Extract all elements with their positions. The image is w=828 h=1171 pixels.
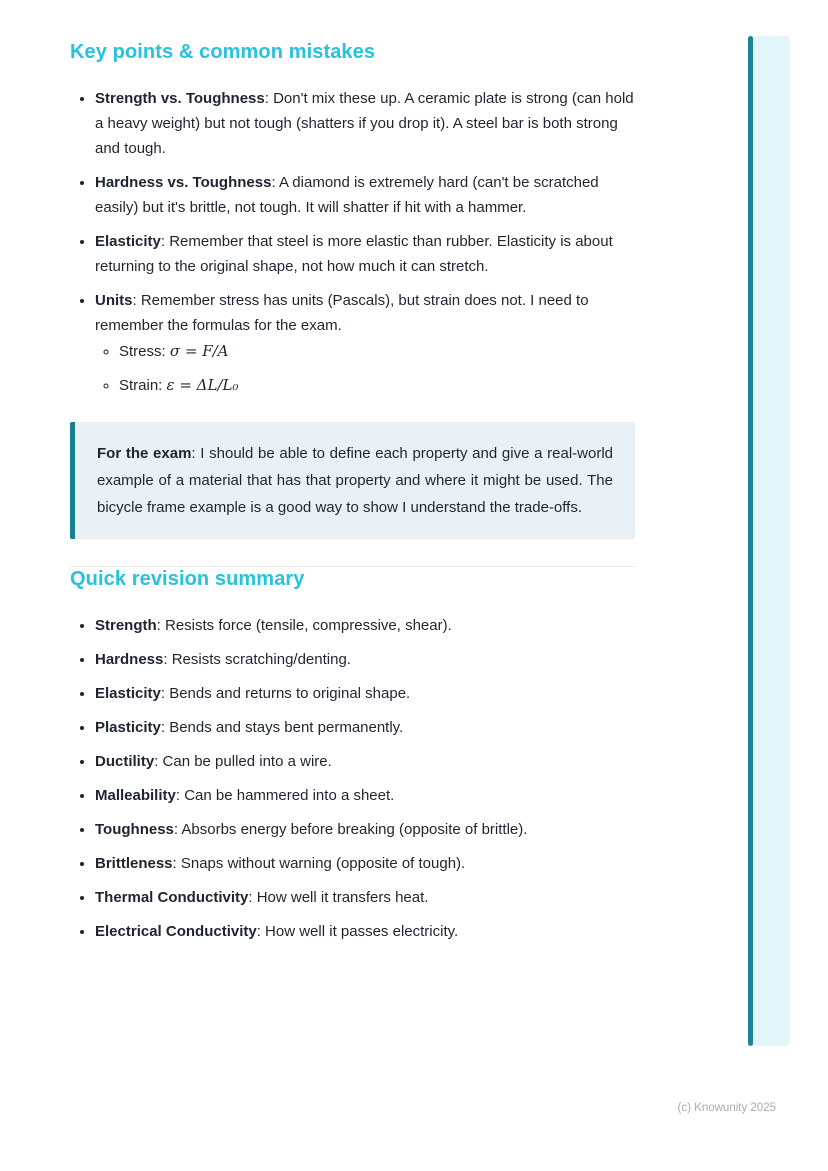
sub-list-item [119,373,635,398]
list-item [95,715,635,740]
term-label: Brittleness [95,855,173,872]
term-label: Electrical Conductivity [95,923,257,940]
term-label: Elasticity [95,233,161,250]
definition-text: : Don't mix these up. A ceramic plate is strong (can hold a heavy weight) but not tough (shatters if you drop it). A steel bar is both strong and tough. [95,90,634,157]
footer-copyright: (c) Knowunity 2025 [677,1102,776,1114]
term-label: Ductility [95,753,155,770]
exam-callout [70,422,635,539]
list-item [95,681,635,706]
list-item [95,647,635,672]
definition-text: : Remember stress has units (Pascals), but strain does not. I need to remember the formulas for the exam. [95,292,589,334]
document-content [70,40,635,953]
page-scrollbar [748,36,790,1046]
list-item [95,229,635,279]
strain-formula: ε = ΔL/L₀ [166,376,239,394]
definition-text: : Can be pulled into a wire. [154,753,332,770]
term-label: Toughness [95,821,174,838]
list-item [95,851,635,876]
list-item [95,783,635,808]
callout-body: : I should be able to define each property and give a real-world example of a material that has that property and where it might be used. The bicycle frame example is a good way to show I understand the trade-offs. [97,445,613,516]
callout-term: For the exam [97,445,192,462]
term-label: Elasticity [95,685,161,702]
term-label: Malleability [95,787,176,804]
definition-text: : Can be hammered into a sheet. [175,787,395,804]
section-summary [70,567,635,944]
definition-text: : Snaps without warning (opposite of tough). [172,855,466,872]
key-points-list [70,86,635,398]
term-label: Thermal Conductivity [95,889,249,906]
list-item [95,86,635,161]
scrollbar-track[interactable] [748,36,790,1046]
definition-text: : Resists scratching/denting. [163,651,351,668]
callout-text [97,440,613,521]
definition-text: : Absorbs energy before breaking (opposite of brittle). [173,821,528,838]
list-item [95,288,635,398]
section-key-points [70,40,635,539]
definition-text: : Remember that steel is more elastic than rubber. Elasticity is about returning to the original shape, not how much it can stretch. [95,233,613,275]
term-label: Hardness vs. Toughness [95,174,272,191]
formula-label: Strain: [119,377,167,394]
definition-text: : Bends and returns to original shape. [160,685,411,702]
list-item [95,817,635,842]
term-label: Strength [95,617,157,634]
sub-list-item [119,339,635,364]
key-points-heading: Key points & common mistakes [70,41,376,63]
summary-list [70,613,635,944]
stress-formula: σ = F/A [169,342,229,360]
list-item [95,919,635,944]
scrollbar-thumb[interactable] [748,36,753,1046]
definition-text: : Resists force (tensile, compressive, shear). [156,617,452,634]
term-label: Strength vs. Toughness [95,90,265,107]
summary-heading: Quick revision summary [70,568,305,590]
definition-text: : How well it transfers heat. [248,889,429,906]
term-label: Units [95,292,133,309]
definition-text: : How well it passes electricity. [256,923,459,940]
definition-text: : Bends and stays bent permanently. [160,719,404,736]
definition-text: : A diamond is extremely hard (can't be scratched easily) but it's brittle, not tough. It will shatter if hit with a hammer. [95,174,599,216]
list-item [95,170,635,220]
term-label: Hardness [95,651,164,668]
list-item [95,749,635,774]
list-item [95,885,635,910]
formula-sub-list [95,339,635,398]
list-item [95,613,635,638]
term-label: Plasticity [95,719,161,736]
formula-label: Stress: [119,343,170,360]
